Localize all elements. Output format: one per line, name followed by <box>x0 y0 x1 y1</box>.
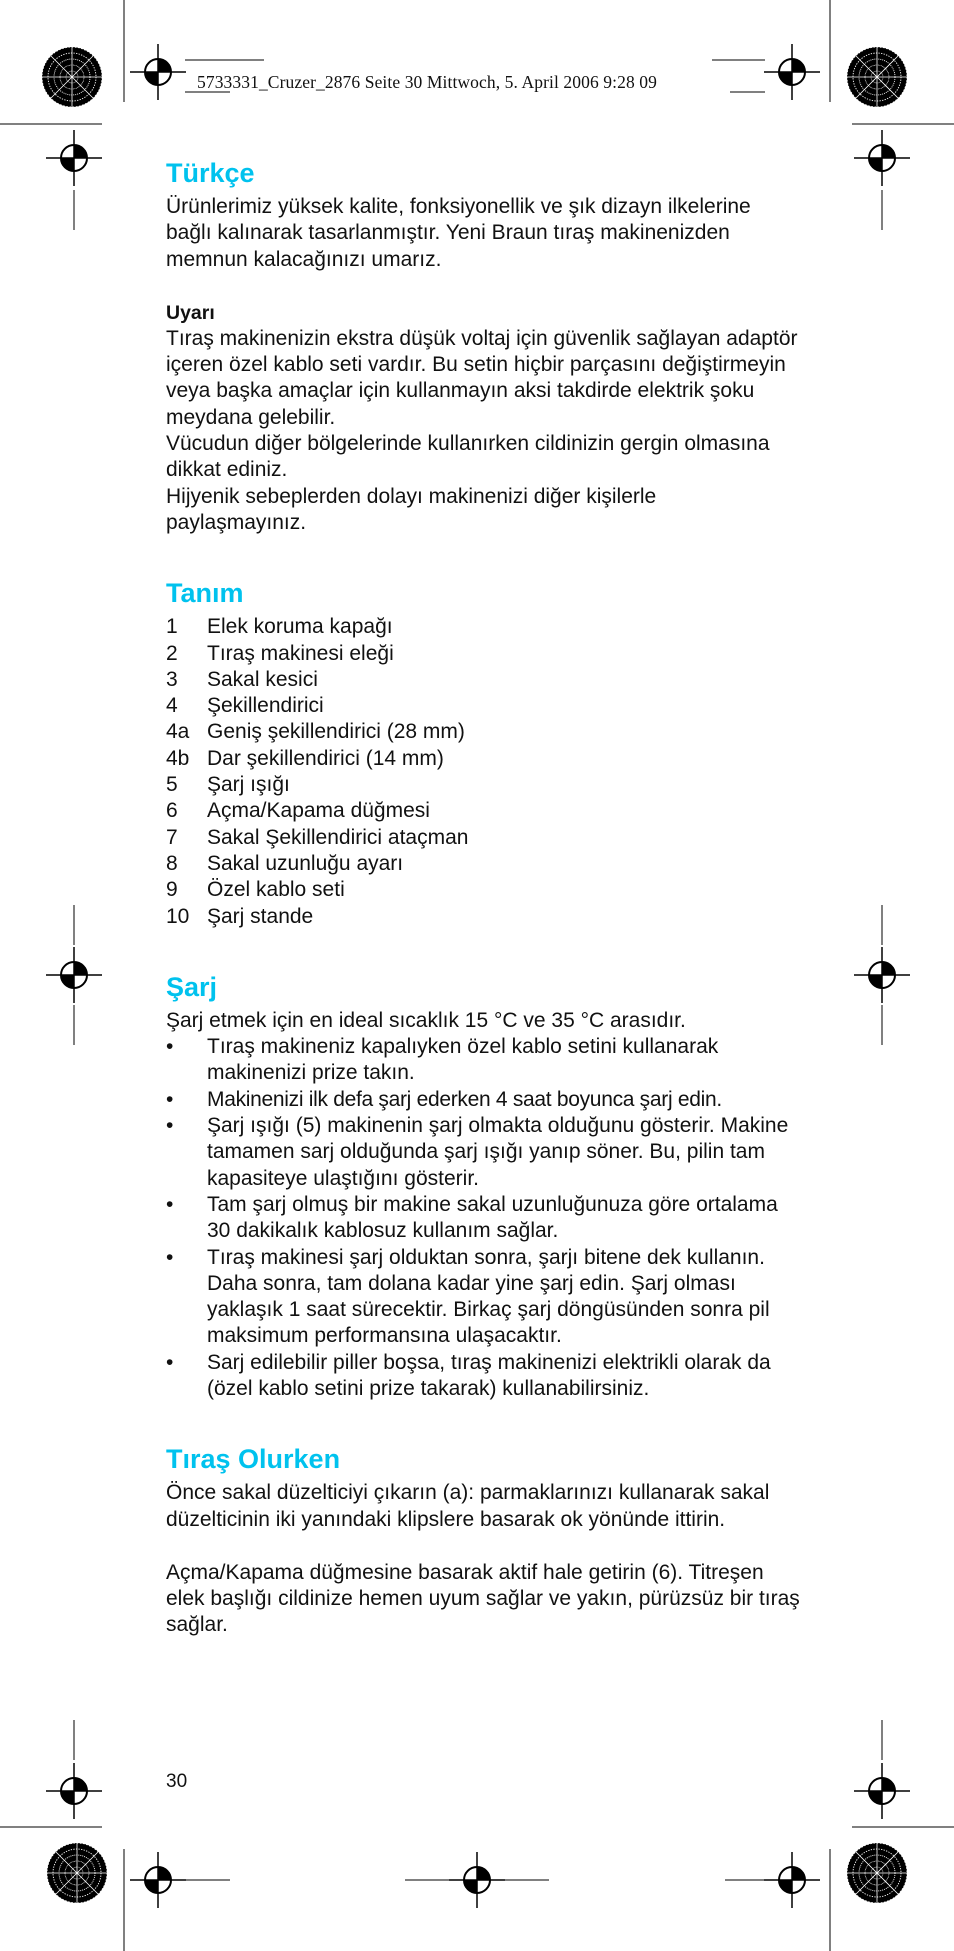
bullet-text: Tıraş makineniz kapalıyken özel kablo setini kullanarak makinenizi prize takın. <box>207 1035 719 1085</box>
list-item <box>166 1087 802 1113</box>
section-description <box>166 576 802 930</box>
item-number: 9 <box>166 878 178 902</box>
item-number: 1 <box>166 615 178 639</box>
section-warning <box>166 300 802 536</box>
shaving-paragraph-1: Önce sakal düzelticiyi çıkarın (a): parmaklarınızı kullanarak sakal düzelticinin iki yanındaki klipslere basarak ok yönünde ittirin. <box>166 1481 770 1531</box>
list-item <box>166 719 802 745</box>
item-label: Dar şekillendirici (14 mm) <box>207 746 444 770</box>
bullet-text: Şarj ışığı (5) makinenin şarj olmakta olduğunu gösterir. Makine tamamen sarj olduğunda şarj ışığı yanıp söner. Bu, pilin tam kapasiteye ulaştığını gösterir. <box>207 1114 789 1190</box>
warning-paragraph-3: Hijyenik sebeplerden dolayı makinenizi diğer kişilerle paylaşmayınız. <box>166 484 657 534</box>
list-item <box>166 641 802 667</box>
document-body <box>166 156 802 1639</box>
bullet-icon: • <box>166 1035 174 1059</box>
item-label: Özel kablo seti <box>207 878 345 902</box>
list-item <box>166 1113 802 1192</box>
parts-list <box>166 614 802 930</box>
starburst-target-icon <box>847 1843 907 1903</box>
item-label: Şarj ışığı <box>207 773 290 797</box>
list-item <box>166 798 802 824</box>
item-number: 4 <box>166 694 178 718</box>
list-item <box>166 667 802 693</box>
bullet-text: Sarj edilebilir piller boşsa, tıraş makinenizi elektrikli olarak da (özel kablo setini prize takarak) kullanabilirsiniz. <box>207 1350 771 1400</box>
registration-mark-icon <box>46 1763 102 1819</box>
starburst-target-icon <box>42 47 102 107</box>
starburst-target-icon <box>47 1843 107 1903</box>
item-label: Tıraş makinesi eleği <box>207 641 394 665</box>
item-label: Şekillendirici <box>207 694 324 718</box>
item-number: 6 <box>166 799 178 823</box>
list-item <box>166 1192 802 1245</box>
item-label: Geniş şekillendirici (28 mm) <box>207 720 465 744</box>
item-number: 3 <box>166 667 178 691</box>
list-item <box>166 877 802 903</box>
item-label: Şarj stande <box>207 904 314 928</box>
section-title-charging: Şarj <box>166 971 218 1002</box>
list-item <box>166 1350 802 1403</box>
registration-mark-icon <box>764 44 820 100</box>
list-item <box>166 904 802 930</box>
bullet-icon: • <box>166 1350 174 1374</box>
bullet-text: Tıraş makinesi şarj olduktan sonra, şarjı bitene dek kullanın. Daha sonra, tam dolana kadar yine şarj edin. Şarj olması yaklaşık 1 saat sürecektir. Birkaç şarj döngüsünden sonra pil maksimum performansına ulaşacaktır. <box>207 1245 770 1348</box>
print-slug: 5733331_Cruzer_2876 Seite 30 Mittwoch, 5. April 2006 9:28 09 <box>197 72 657 92</box>
item-number: 8 <box>166 851 178 875</box>
bullet-icon: • <box>166 1245 174 1269</box>
bullet-icon: • <box>166 1114 174 1138</box>
registration-mark-icon <box>764 1852 820 1908</box>
list-item <box>166 746 802 772</box>
charging-intro: Şarj etmek için en ideal sıcaklık 15 °C ve 35 °C arasıdır. <box>166 1008 686 1032</box>
shaving-paragraph-2: Açma/Kapama düğmesine basarak aktif hale getirin (6). Titreşen elek başlığı cildinize hemen uyum sağlar ve yakın, pürüzsüz bir tıraş sağlar. <box>166 1560 800 1637</box>
starburst-target-icon <box>847 47 907 107</box>
page-number: 30 <box>166 1771 188 1792</box>
section-intro <box>166 156 802 273</box>
item-label: Elek koruma kapağı <box>207 615 393 639</box>
item-label: Sakal Şekillendirici ataçman <box>207 825 469 849</box>
bullet-text: Tam şarj olmuş bir makine sakal uzunluğunuza göre ortalama 30 dakikalık kablosuz kullanım sağlar. <box>207 1192 778 1243</box>
list-item <box>166 1034 802 1087</box>
item-number: 4a <box>166 720 190 744</box>
section-title-turkish: Türkçe <box>166 158 255 188</box>
item-number: 7 <box>166 825 178 849</box>
item-number: 4b <box>166 746 190 770</box>
registration-mark-icon <box>46 130 102 186</box>
section-charging <box>166 970 802 1402</box>
item-number: 10 <box>166 904 190 928</box>
item-label: Sakal kesici <box>207 667 318 691</box>
warning-title: Uyarı <box>166 301 215 324</box>
list-item <box>166 1245 802 1350</box>
section-title-shaving: Tıraş Olurken <box>166 1444 341 1475</box>
registration-mark-icon <box>130 1852 186 1908</box>
section-shaving <box>166 1442 802 1638</box>
registration-mark-icon <box>46 947 102 1003</box>
list-item <box>166 693 802 719</box>
bullet-text: Makinenizi ilk defa şarj ederken 4 saat boyunca şarj edin. <box>207 1087 722 1111</box>
item-number: 2 <box>166 641 178 665</box>
warning-paragraph-2: Vücudun diğer bölgelerinde kullanırken cildinizin gergin olmasına dikkat ediniz. <box>166 432 770 482</box>
list-item <box>166 772 802 798</box>
bullet-icon: • <box>166 1087 174 1111</box>
item-label: Açma/Kapama düğmesi <box>207 799 430 823</box>
list-item <box>166 614 802 640</box>
bullet-icon: • <box>166 1192 174 1216</box>
registration-mark-icon <box>130 44 186 100</box>
item-number: 5 <box>166 773 178 797</box>
warning-paragraph-1: Tıraş makinenizin ekstra düşük voltaj için güvenlik sağlayan adaptör içeren özel kablo seti vardır. Bu setin hiçbir parçasını değiştirmeyin veya başka amaçlar için kullanmayın aksi takdirde elektrik şoku meydana gelebilir. <box>166 326 798 429</box>
section-title-description: Tanım <box>166 578 244 609</box>
list-item <box>166 851 802 877</box>
registration-mark-icon <box>854 947 910 1003</box>
list-item <box>166 825 802 851</box>
intro-paragraph: Ürünlerimiz yüksek kalite, fonksiyonellik ve şık dizayn ilkelerine bağlı kalınarak tasarlanmıştır. Yeni Braun tıraş makinenizden memnun kalacağınızı umarız. <box>166 195 751 271</box>
registration-mark-icon <box>854 130 910 186</box>
charging-bullets <box>166 1034 802 1402</box>
registration-mark-icon <box>854 1763 910 1819</box>
item-label: Sakal uzunluğu ayarı <box>207 851 404 875</box>
registration-mark-icon <box>449 1852 505 1908</box>
